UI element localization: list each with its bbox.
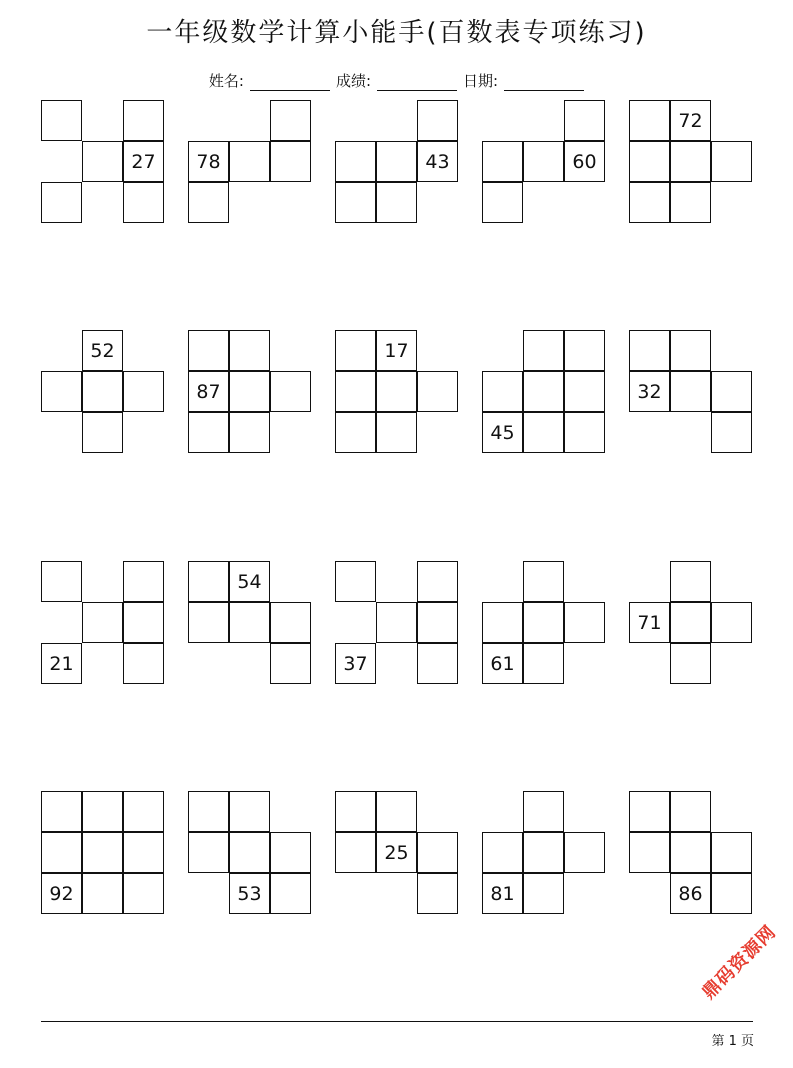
answer-blank-cell[interactable] [711,873,752,914]
answer-blank-cell[interactable] [123,791,164,832]
given-number-cell: 78 [188,141,229,182]
given-number-cell: 45 [482,412,523,453]
given-number-cell: 21 [41,643,82,684]
answer-blank-cell[interactable] [564,832,605,873]
watermark: 鼎码资源网 [698,921,781,1004]
date-label: 日期: [463,72,499,90]
answer-blank-cell[interactable] [482,832,523,873]
answer-blank-cell[interactable] [41,100,82,141]
answer-blank-cell[interactable] [229,791,270,832]
given-number-cell: 32 [629,371,670,412]
answer-blank-cell[interactable] [270,873,311,914]
given-number-cell: 27 [123,141,164,182]
answer-blank-cell[interactable] [270,100,311,141]
answer-blank-cell[interactable] [564,412,605,453]
answer-blank-cell[interactable] [41,791,82,832]
name-blank-line[interactable] [250,74,330,91]
answer-blank-cell[interactable] [376,602,417,643]
answer-blank-cell[interactable] [335,832,376,873]
answer-blank-cell[interactable] [523,602,564,643]
answer-blank-cell[interactable] [482,182,523,223]
answer-blank-cell[interactable] [123,371,164,412]
answer-blank-cell[interactable] [523,141,564,182]
footer-divider [41,1021,753,1022]
answer-blank-cell[interactable] [482,602,523,643]
answer-blank-cell[interactable] [376,791,417,832]
answer-blank-cell[interactable] [629,182,670,223]
answer-blank-cell[interactable] [523,371,564,412]
given-number-cell: 53 [229,873,270,914]
answer-blank-cell[interactable] [711,141,752,182]
answer-blank-cell[interactable] [335,330,376,371]
answer-blank-cell[interactable] [523,330,564,371]
answer-blank-cell[interactable] [335,561,376,602]
answer-blank-cell[interactable] [82,412,123,453]
answer-blank-cell[interactable] [670,330,711,371]
answer-blank-cell[interactable] [523,832,564,873]
answer-blank-cell[interactable] [188,412,229,453]
answer-blank-cell[interactable] [670,791,711,832]
student-info-row [0,70,793,91]
answer-blank-cell[interactable] [629,141,670,182]
given-number-cell: 72 [670,100,711,141]
given-number-cell: 92 [41,873,82,914]
answer-blank-cell[interactable] [629,330,670,371]
answer-blank-cell[interactable] [711,602,752,643]
given-number-cell: 54 [229,561,270,602]
answer-blank-cell[interactable] [376,141,417,182]
answer-blank-cell[interactable] [482,371,523,412]
answer-blank-cell[interactable] [41,182,82,223]
score-label: 成绩: [335,72,372,90]
answer-blank-cell[interactable] [41,832,82,873]
answer-blank-cell[interactable] [188,330,229,371]
answer-blank-cell[interactable] [670,182,711,223]
given-number-cell: 81 [482,873,523,914]
answer-blank-cell[interactable] [523,791,564,832]
answer-blank-cell[interactable] [417,873,458,914]
answer-blank-cell[interactable] [123,182,164,223]
answer-blank-cell[interactable] [417,100,458,141]
answer-blank-cell[interactable] [270,371,311,412]
answer-blank-cell[interactable] [335,182,376,223]
answer-blank-cell[interactable] [376,412,417,453]
answer-blank-cell[interactable] [41,371,82,412]
answer-blank-cell[interactable] [670,141,711,182]
answer-blank-cell[interactable] [270,141,311,182]
answer-blank-cell[interactable] [417,832,458,873]
answer-blank-cell[interactable] [629,832,670,873]
answer-blank-cell[interactable] [270,643,311,684]
answer-blank-cell[interactable] [123,873,164,914]
answer-blank-cell[interactable] [270,832,311,873]
given-number-cell: 25 [376,832,417,873]
answer-blank-cell[interactable] [123,832,164,873]
answer-blank-cell[interactable] [123,602,164,643]
given-number-cell: 17 [376,330,417,371]
answer-blank-cell[interactable] [523,561,564,602]
answer-blank-cell[interactable] [523,873,564,914]
answer-blank-cell[interactable] [123,643,164,684]
answer-blank-cell[interactable] [335,791,376,832]
given-number-cell: 37 [335,643,376,684]
answer-blank-cell[interactable] [335,141,376,182]
name-field[interactable] [209,70,330,91]
answer-blank-cell[interactable] [711,412,752,453]
answer-blank-cell[interactable] [82,371,123,412]
date-field[interactable] [463,70,584,91]
answer-blank-cell[interactable] [670,561,711,602]
given-number-cell: 43 [417,141,458,182]
answer-blank-cell[interactable] [564,602,605,643]
answer-blank-cell[interactable] [417,561,458,602]
name-label: 姓名: [208,72,244,90]
answer-blank-cell[interactable] [711,832,752,873]
answer-blank-cell[interactable] [523,643,564,684]
answer-blank-cell[interactable] [417,643,458,684]
answer-blank-cell[interactable] [335,371,376,412]
answer-blank-cell[interactable] [564,330,605,371]
answer-blank-cell[interactable] [335,412,376,453]
given-number-cell: 61 [482,643,523,684]
answer-blank-cell[interactable] [417,371,458,412]
score-blank-line[interactable] [377,74,457,91]
answer-blank-cell[interactable] [229,141,270,182]
given-number-cell: 71 [629,602,670,643]
answer-blank-cell[interactable] [670,832,711,873]
answer-blank-cell[interactable] [711,371,752,412]
answer-blank-cell[interactable] [229,330,270,371]
given-number-cell: 86 [670,873,711,914]
given-number-cell: 52 [82,330,123,371]
answer-blank-cell[interactable] [229,371,270,412]
answer-blank-cell[interactable] [629,100,670,141]
answer-blank-cell[interactable] [629,791,670,832]
answer-blank-cell[interactable] [229,412,270,453]
answer-blank-cell[interactable] [670,371,711,412]
answer-blank-cell[interactable] [82,141,123,182]
given-number-cell: 60 [564,141,605,182]
answer-blank-cell[interactable] [82,832,123,873]
answer-blank-cell[interactable] [188,602,229,643]
answer-blank-cell[interactable] [229,832,270,873]
answer-blank-cell[interactable] [376,182,417,223]
page-number: 第 1 页 [711,1034,754,1049]
answer-blank-cell[interactable] [376,371,417,412]
answer-blank-cell[interactable] [482,141,523,182]
answer-blank-cell[interactable] [270,602,311,643]
answer-blank-cell[interactable] [82,791,123,832]
score-field[interactable] [336,70,457,91]
answer-blank-cell[interactable] [82,602,123,643]
answer-blank-cell[interactable] [564,371,605,412]
answer-blank-cell[interactable] [82,873,123,914]
answer-blank-cell[interactable] [229,602,270,643]
answer-blank-cell[interactable] [523,412,564,453]
given-number-cell: 87 [188,371,229,412]
answer-blank-cell[interactable] [417,602,458,643]
answer-blank-cell[interactable] [123,100,164,141]
answer-blank-cell[interactable] [188,182,229,223]
answer-blank-cell[interactable] [188,561,229,602]
answer-blank-cell[interactable] [670,602,711,643]
date-blank-line[interactable] [504,74,584,91]
answer-blank-cell[interactable] [188,791,229,832]
answer-blank-cell[interactable] [564,100,605,141]
answer-blank-cell[interactable] [188,832,229,873]
page-title: 一年级数学计算小能手(百数表专项练习) [146,18,647,48]
answer-blank-cell[interactable] [41,561,82,602]
answer-blank-cell[interactable] [123,561,164,602]
answer-blank-cell[interactable] [670,643,711,684]
